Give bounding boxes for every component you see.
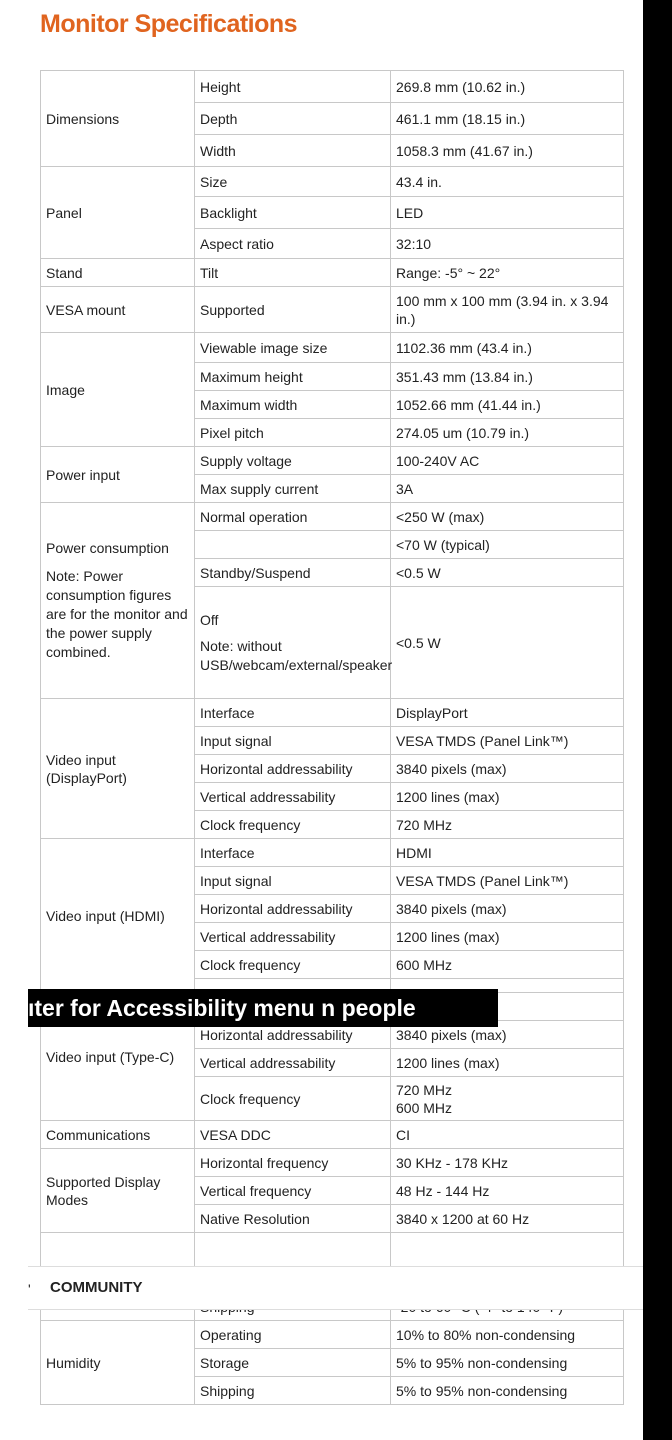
spec-key: Viewable image size xyxy=(195,333,391,363)
table-row xyxy=(41,699,624,727)
spec-value: 32:10 xyxy=(391,229,624,259)
spec-value: 274.05 um (10.79 in.) xyxy=(391,419,624,447)
spec-value: VESA TMDS (Panel Link™) xyxy=(391,727,624,755)
spec-key: Interface xyxy=(195,699,391,727)
spec-key: Depth xyxy=(195,103,391,135)
spec-key: Width xyxy=(195,135,391,167)
spec-value: CI xyxy=(391,1121,624,1149)
group-note: Note: Power consumption figures are for the monitor and the power supply combined. xyxy=(46,568,188,660)
group-cell: Power input xyxy=(41,447,195,503)
spec-value: 720 MHz 600 MHz xyxy=(391,1077,624,1121)
spec-value: <0.5 W xyxy=(391,559,624,587)
table-row xyxy=(41,1149,624,1177)
spec-value: Range: -5° ~ 22° xyxy=(391,259,624,287)
spec-value: 30 KHz - 178 KHz xyxy=(391,1149,624,1177)
spec-value: 351.43 mm (13.84 in.) xyxy=(391,363,624,391)
table-row xyxy=(41,1321,624,1349)
spec-value: 3840 pixels (max) xyxy=(391,1021,624,1049)
spec-value: 43.4 in. xyxy=(391,167,624,197)
spec-key: Horizontal addressability xyxy=(195,895,391,923)
group-cell xyxy=(41,503,195,699)
group-cell: Dimensions xyxy=(41,71,195,167)
spec-key: Horizontal addressability xyxy=(195,1021,391,1049)
group-label: Power consumption xyxy=(46,540,169,556)
spec-key: Pixel pitch xyxy=(195,419,391,447)
spec-value: 461.1 mm (18.15 in.) xyxy=(391,103,624,135)
table-row xyxy=(41,71,624,103)
spec-key: Native Resolution xyxy=(195,1205,391,1233)
spec-value: 48 Hz - 144 Hz xyxy=(391,1177,624,1205)
spec-value: 3840 pixels (max) xyxy=(391,895,624,923)
table-row xyxy=(41,259,624,287)
spec-key: Vertical frequency xyxy=(195,1177,391,1205)
spec-key: Operating xyxy=(195,1321,391,1349)
community-bar[interactable] xyxy=(28,1266,643,1310)
spec-value: <70 W (typical) xyxy=(391,531,624,559)
spec-key: Tilt xyxy=(195,259,391,287)
group-cell: Video input (DisplayPort) xyxy=(41,699,195,839)
spec-key: Clock frequency xyxy=(195,811,391,839)
group-cell: Image xyxy=(41,333,195,447)
spec-key: Standby/Suspend xyxy=(195,559,391,587)
spec-key: Vertical addressability xyxy=(195,783,391,811)
spec-key: Maximum height xyxy=(195,363,391,391)
group-cell: Panel xyxy=(41,167,195,259)
spec-key: Shipping xyxy=(195,1377,391,1405)
spec-value: 100-240V AC xyxy=(391,447,624,475)
spec-key: Normal operation xyxy=(195,503,391,531)
table-row xyxy=(41,503,624,531)
spec-key: Horizontal frequency xyxy=(195,1149,391,1177)
group-cell: Video input (Type-C) xyxy=(41,993,195,1121)
spec-key: Maximum width xyxy=(195,391,391,419)
table-row xyxy=(41,167,624,197)
spec-value: 1052.66 mm (41.44 in.) xyxy=(391,391,624,419)
spec-value: LED xyxy=(391,197,624,229)
spec-value: 3840 pixels (max) xyxy=(391,755,624,783)
spec-value: 3840 x 1200 at 60 Hz xyxy=(391,1205,624,1233)
spec-value: 1058.3 mm (41.67 in.) xyxy=(391,135,624,167)
spec-key: Vertical addressability xyxy=(195,923,391,951)
spec-value: 1102.36 mm (43.4 in.) xyxy=(391,333,624,363)
spec-value: HDMI xyxy=(391,839,624,867)
group-cell: Stand xyxy=(41,259,195,287)
spec-value: <0.5 W xyxy=(391,587,624,699)
spec-key: Clock frequency xyxy=(195,951,391,979)
group-cell: VESA mount xyxy=(41,287,195,333)
spec-key: Input signal xyxy=(195,867,391,895)
group-cell: Humidity xyxy=(41,1321,195,1405)
spec-key: Vertical addressability xyxy=(195,1049,391,1077)
spec-key xyxy=(195,531,391,559)
table-row xyxy=(41,839,624,867)
spec-key: Size xyxy=(195,167,391,197)
table-row xyxy=(41,287,624,333)
spec-key-note: Note: without USB/webcam/external/speaker xyxy=(200,637,393,673)
community-link[interactable]: COMMUNITY xyxy=(50,1279,143,1296)
table-row xyxy=(41,333,624,363)
spec-table xyxy=(40,70,624,1405)
spec-value: 3A xyxy=(391,475,624,503)
spec-key: Storage xyxy=(195,1349,391,1377)
spec-key: Horizontal addressability xyxy=(195,755,391,783)
group-cell: Video input (HDMI) xyxy=(41,839,195,993)
group-cell: Communications xyxy=(41,1121,195,1149)
spec-key xyxy=(195,587,391,699)
table-row xyxy=(41,1121,624,1149)
spec-value: 10% to 80% non-condensing xyxy=(391,1321,624,1349)
spec-value: 1200 lines (max) xyxy=(391,783,624,811)
spec-key: Input signal xyxy=(195,727,391,755)
spec-value: 600 MHz xyxy=(391,951,624,979)
spec-key: Height xyxy=(195,71,391,103)
spec-key: Clock frequency xyxy=(195,1077,391,1121)
community-bar-edge-glyph: ' xyxy=(28,1281,31,1297)
spec-value: 100 mm x 100 mm (3.94 in. x 3.94 in.) xyxy=(391,287,624,333)
spec-value: 1200 lines (max) xyxy=(391,1049,624,1077)
spec-key: Interface xyxy=(195,839,391,867)
spec-key: Backlight xyxy=(195,197,391,229)
spec-value: 5% to 95% non-condensing xyxy=(391,1377,624,1405)
spec-key: Supported xyxy=(195,287,391,333)
spec-key: Aspect ratio xyxy=(195,229,391,259)
spec-key: VESA DDC xyxy=(195,1121,391,1149)
spec-value: 720 MHz xyxy=(391,811,624,839)
spec-value: 5% to 95% non-condensing xyxy=(391,1349,624,1377)
caption-overlay: ıter for Accessibility menu n people xyxy=(28,989,498,1027)
page-title: Monitor Specifications xyxy=(40,10,298,38)
spec-key: Supply voltage xyxy=(195,447,391,475)
table-row xyxy=(41,447,624,475)
spec-value: <250 W (max) xyxy=(391,503,624,531)
spec-key: Max supply current xyxy=(195,475,391,503)
spec-key-label: Off xyxy=(200,611,219,628)
spec-value: VESA TMDS (Panel Link™) xyxy=(391,867,624,895)
spec-value: 1200 lines (max) xyxy=(391,923,624,951)
spec-value: 269.8 mm (10.62 in.) xyxy=(391,71,624,103)
group-cell: Supported Display Modes xyxy=(41,1149,195,1233)
right-edge-strip xyxy=(643,0,672,1440)
spec-value: DisplayPort xyxy=(391,699,624,727)
